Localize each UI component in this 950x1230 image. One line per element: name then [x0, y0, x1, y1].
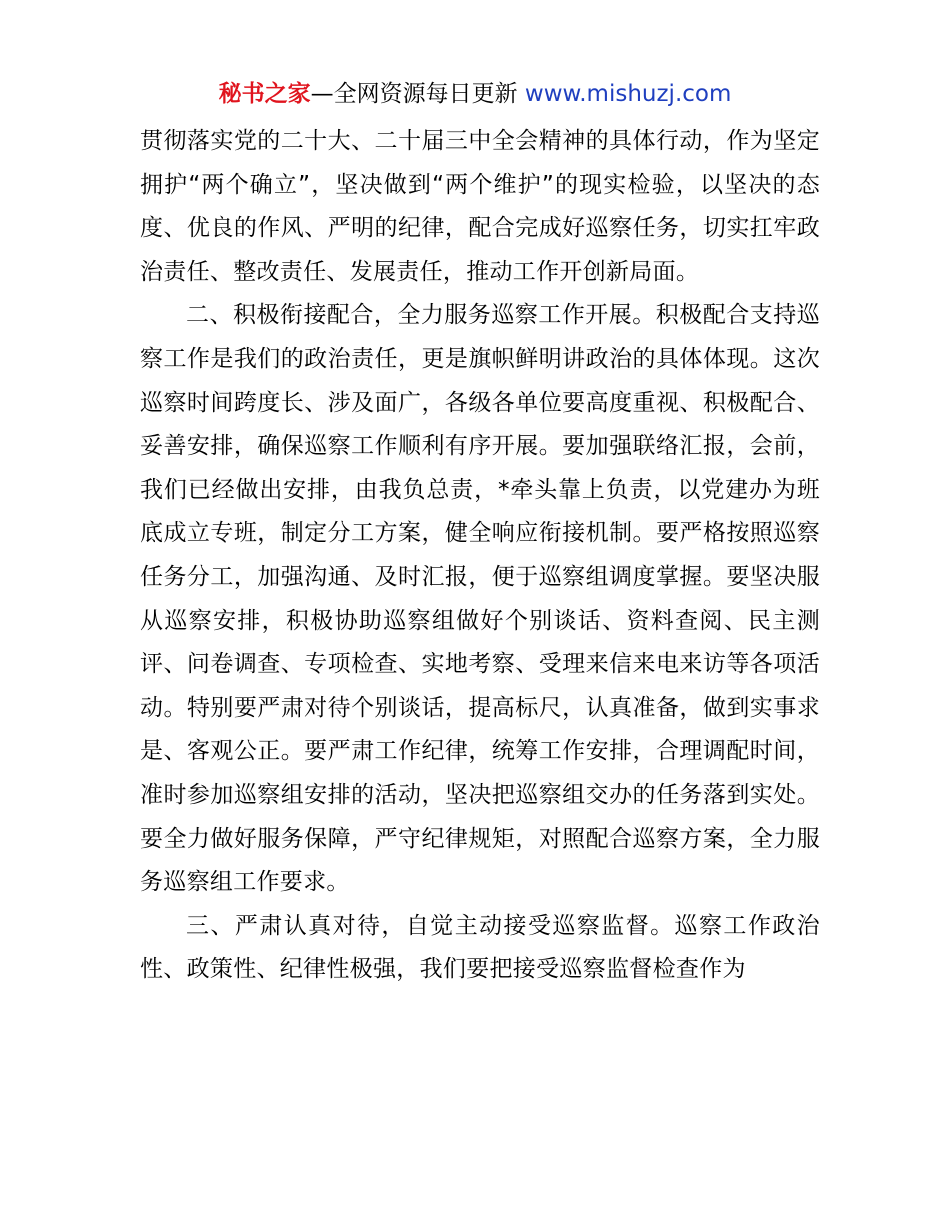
header-site-link[interactable]: www.mishuzj.com — [524, 81, 732, 107]
document-body — [140, 120, 820, 992]
paragraph-continuation: 贯彻落实党的二十大、二十届三中全会精神的具体行动，作为坚定拥护“两个确立”，坚决做到“两个维护”的现实检验，以坚决的态度、优良的作风、严明的纪律，配合完成好巡察任务，切实扛牢政治责任、整改责任、发展责任，推动工作开创新局面。 — [140, 128, 820, 285]
page-header — [0, 79, 950, 109]
header-brand: 秘书之家 — [218, 81, 311, 107]
header-tagline: —全网资源每日更新 — [310, 81, 525, 107]
paragraph-section-three: 三、严肃认真对待，自觉主动接受巡察监督。巡察工作政治性、政策性、纪律性极强，我们要把接受巡察监督检查作为 — [140, 912, 820, 983]
paragraph-section-two: 二、积极衔接配合，全力服务巡察工作开展。积极配合支持巡察工作是我们的政治责任，更是旗帜鲜明讲政治的具体体现。这次巡察时间跨度长、涉及面广，各级各单位要高度重视、积极配合、妥善安排，确保巡察工作顺利有序开展。要加强联络汇报，会前，我们已经做出安排，由我负总责，*牵头靠上负责，以党建办为班底成立专班，制定分工方案，健全响应衔接机制。要严格按照巡察任务分工，加强沟通、及时汇报，便于巡察组调度掌握。要坚决服从巡察安排，积极协助巡察组做好个别谈话、资料查阅、民主测评、问卷调查、专项检查、实地考察、受理来信来电来访等各项活动。特别要严肃对待个别谈话，提高标尺，认真准备，做到实事求是、客观公正。要严肃工作纪律，统筹工作安排，合理调配时间，准时参加巡察组安排的活动，坚决把巡察组交办的任务落到实处。要全力做好服务保障，严守纪律规矩，对照配合巡察方案，全力服务巡察组工作要求。 — [140, 302, 820, 896]
